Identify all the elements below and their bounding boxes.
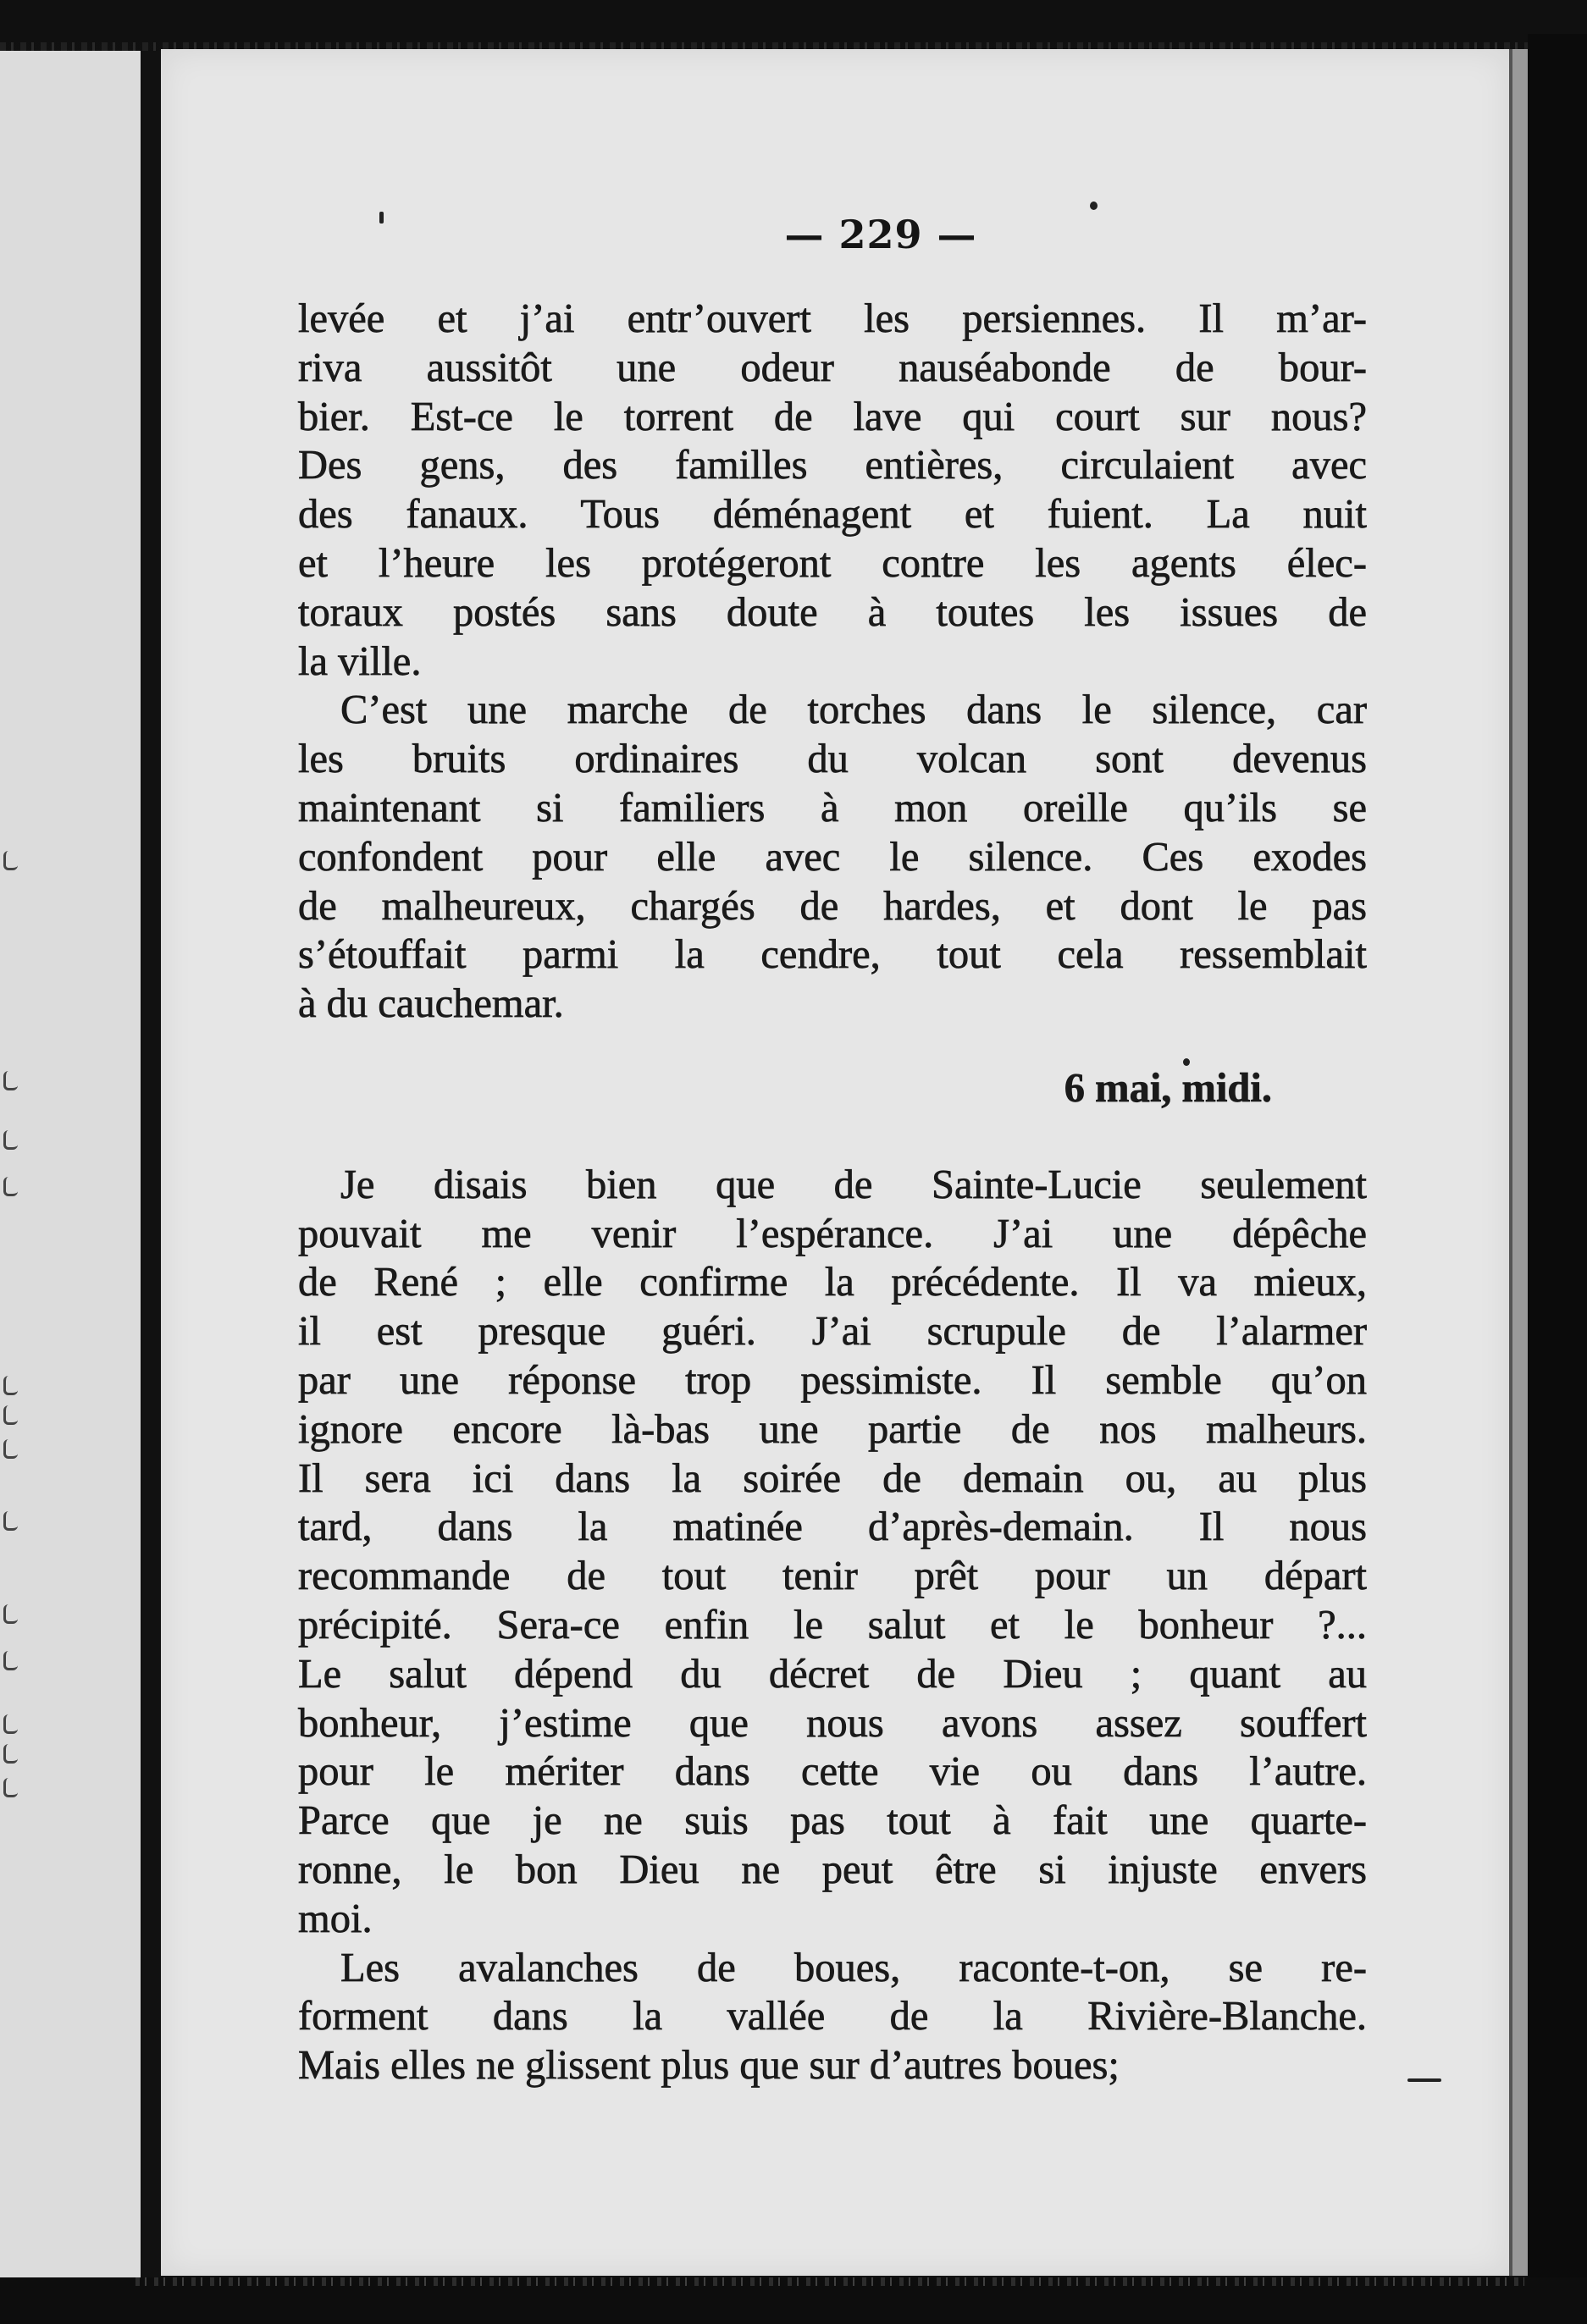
text-line: de René ; elle confirme la précédente. Il va mieux, — [298, 1260, 1367, 1306]
text-line: moi. — [298, 1896, 373, 1941]
text-line: Les avalanches de boues, raconte-t-on, se re- — [340, 1945, 1367, 1990]
text-line: levée et j’ai entr’ouvert les persiennes. Il m’ar- — [298, 296, 1367, 341]
facing-page-glyph-fragment — [3, 1778, 18, 1797]
text-line: par une réponse trop pessimiste. Il semble qu’on — [298, 1357, 1367, 1403]
text-line: pouvait me venir l’espérance. J’ai une dépêche — [298, 1211, 1367, 1256]
facing-page-glyph-fragment — [3, 851, 18, 870]
text-line: les bruits ordinaires du volcan sont devenus — [298, 737, 1367, 782]
text-line: C’est une marche de torches dans le silence, car — [340, 687, 1367, 733]
text-line: ignore encore là-bas une partie de nos malheurs. — [298, 1406, 1367, 1452]
facing-page-glyph-fragment — [3, 1439, 18, 1459]
scan-right-border — [1528, 34, 1587, 2324]
scan-top-border — [0, 0, 1587, 52]
text-line: et l’heure les protégeront contre les agents élec- — [298, 540, 1367, 586]
facing-page-glyph-fragment — [3, 1405, 18, 1425]
paragraph — [298, 295, 1367, 686]
text-line: il est presque guéri. J’ai scrupule de l’alarmer — [298, 1309, 1367, 1355]
print-speck — [1407, 2078, 1441, 2082]
facing-page-glyph-fragment — [3, 1130, 18, 1150]
page-number: — 229 — — [784, 212, 977, 257]
print-speck — [1090, 201, 1098, 210]
text-line: la ville. — [298, 638, 422, 684]
print-speck — [1183, 1058, 1190, 1066]
text-line: bier. Est-ce le torrent de lave qui court sur nous? — [298, 394, 1367, 439]
text-line: maintenant si familiers à mon oreille qu’ils se — [298, 785, 1367, 831]
text-line: s’étouffait parmi la cendre, tout cela ressemblait — [298, 932, 1367, 978]
text-line: bonheur, j’estime que nous avons assez souffert — [298, 1700, 1367, 1746]
facing-page-glyph-fragment — [3, 1511, 18, 1531]
facing-page-glyph-fragment — [3, 1714, 18, 1734]
text-line: tard, dans la matinée d’après-demain. Il nous — [298, 1504, 1367, 1550]
body-text — [298, 295, 1367, 2090]
text-line: recommande de tout tenir prêt pour un départ — [298, 1554, 1367, 1599]
text-line: de malheureux, chargés de hardes, et dont le pas — [298, 883, 1367, 929]
text-line: Des gens, des familles entières, circulaient avec — [298, 443, 1367, 489]
paragraph — [298, 686, 1367, 1029]
text-line: Il sera ici dans la soirée de demain ou, au plus — [298, 1455, 1367, 1501]
text-line: riva aussitôt une odeur nauséabonde de bour- — [298, 345, 1367, 390]
paragraph — [298, 1944, 1367, 2090]
scan-grain — [135, 2277, 1524, 2286]
text-line: toraux postés sans doute à toutes les issues de — [298, 589, 1367, 635]
facing-page-glyph-fragment — [3, 1651, 18, 1670]
paragraph — [298, 1161, 1367, 1944]
text-line: ronne, le bon Dieu ne peut être si injuste envers — [298, 1847, 1367, 1892]
facing-page-glyph-fragment — [3, 1071, 18, 1090]
facing-page-glyph-fragment — [3, 1376, 18, 1395]
text-line: précipité. Sera-ce enfin le salut et le bonheur ?... — [298, 1602, 1367, 1648]
book-gutter — [141, 51, 161, 2286]
text-line: Le salut dépend du décret de Dieu ; quant au — [298, 1651, 1367, 1697]
text-line: Je disais bien que de Sainte-Lucie seulement — [340, 1162, 1367, 1207]
facing-page-glyph-fragment — [3, 1744, 18, 1764]
facing-page-edge — [0, 51, 141, 2286]
facing-page-glyph-fragment — [3, 1177, 18, 1196]
print-speck — [379, 212, 384, 224]
scan-bottom-border — [0, 2277, 1587, 2324]
text-line: Parce que je ne suis pas tout à fait une quarte- — [298, 1798, 1367, 1844]
entry-dateline: 6 mai, midi. — [1064, 1065, 1272, 1111]
text-line: Mais elles ne glissent plus que sur d’autres boues; — [298, 2043, 1120, 2089]
text-line: pour le mériter dans cette vie ou dans l’autre. — [298, 1749, 1367, 1795]
facing-page-glyph-fragment — [3, 1604, 18, 1624]
text-line: confondent pour elle avec le silence. Ces exodes — [298, 834, 1367, 880]
text-line: des fanaux. Tous déménagent et fuient. La nuit — [298, 492, 1367, 538]
text-line: forment dans la vallée de la Rivière-Blanche. — [298, 1994, 1367, 2040]
text-line: à du cauchemar. — [298, 981, 564, 1027]
